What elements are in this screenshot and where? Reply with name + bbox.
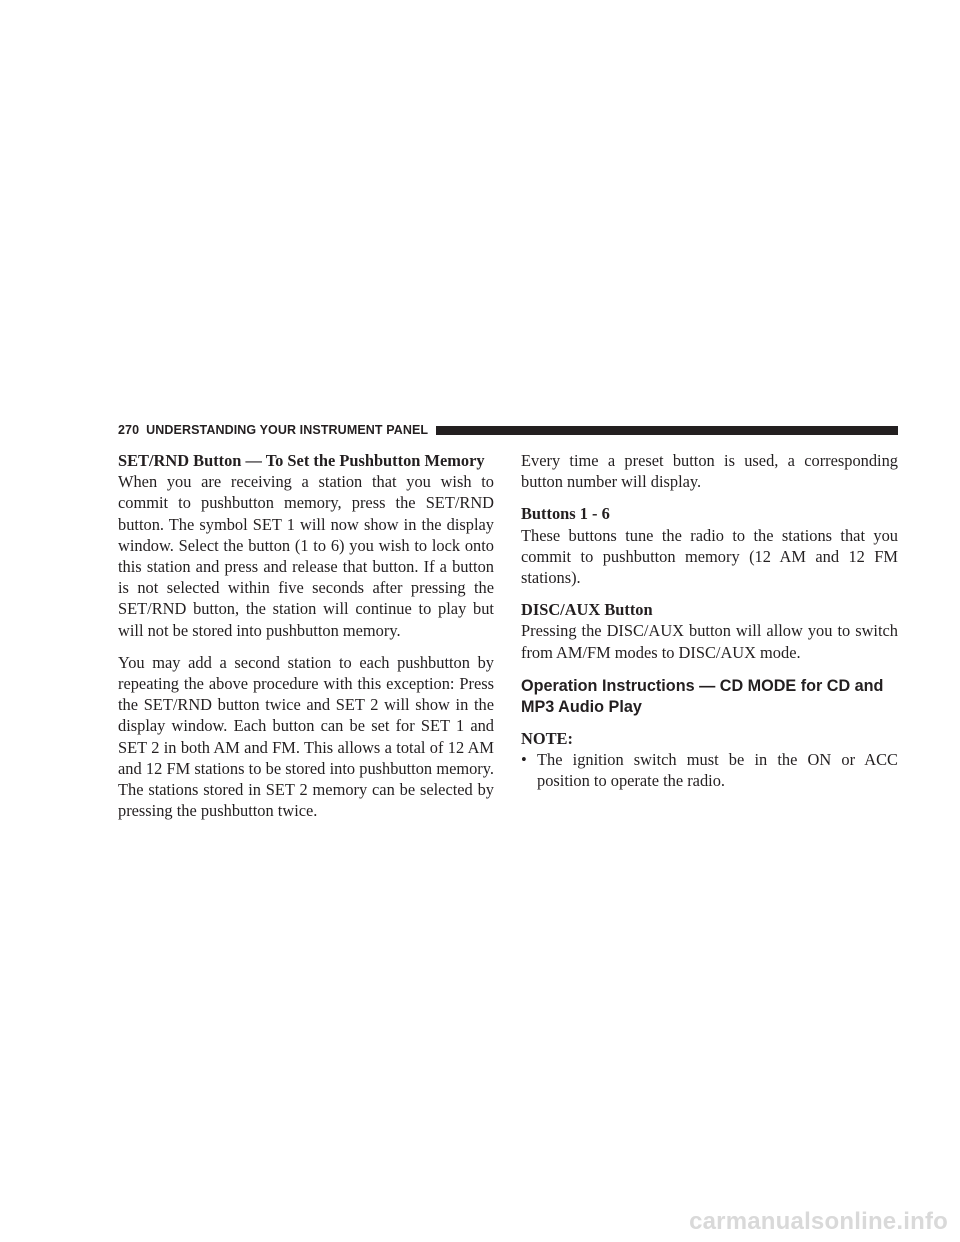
bullet-item [521,749,898,791]
paragraph-disc-aux: Pressing the DISC/AUX button will allow you to switch from AM/FM modes to DISC/AUX mode. [521,621,898,662]
paragraph-second-station: You may add a second station to each pushbutton by repeating the above procedure with this exception: Press the SET/RND button twice and SET 2 will show in the display window. Each button can be set for SET 1 and SET 2 in both AM and FM. This allows a total of 12 AM and 12 FM stations to be stored into pushbutton memory. The stations stored in SET 2 memory can be selected by pressing the pushbutton twice. [118,652,494,821]
watermark-logo: carmanualsonline.info [689,1208,948,1235]
header-rule [436,426,898,435]
bullet-text: The ignition switch must be in the ON or ACC position to operate the radio. [537,750,898,791]
page-header [118,422,898,438]
page-number: 270 [118,423,140,437]
heading-operation-instructions: Operation Instructions — CD MODE for CD and MP3 Audio Play [521,676,884,716]
heading-disc-aux-button: DISC/AUX Button [521,600,653,620]
right-column [521,450,898,791]
paragraph-preset-display: Every time a preset button is used, a corresponding button number will display. [521,451,898,492]
heading-set-rnd-button: SET/RND Button — To Set the Pushbutton Memory [118,451,485,470]
section-title: UNDERSTANDING YOUR INSTRUMENT PANEL [146,423,429,437]
note-label: NOTE: [521,728,573,748]
left-column [118,450,494,832]
paragraph-set-rnd-instructions: When you are receiving a station that you wish to commit to pushbutton memory, press the SET/RND button. The symbol SET 1 will now show in the display window. Select the button (1 to 6) you wish to lock onto this station and press and release that button. If a button is not selected within five seconds after pressing the SET/RND button, the station will continue to play but will not be stored into pushbutton memory. [118,472,494,640]
bullet-icon: • [521,750,527,770]
heading-buttons-1-6: Buttons 1 - 6 [521,504,610,524]
paragraph-buttons-1-6: These buttons tune the radio to the stations that you commit to pushbutton memory (12 AM and 12 FM stations). [521,525,898,588]
